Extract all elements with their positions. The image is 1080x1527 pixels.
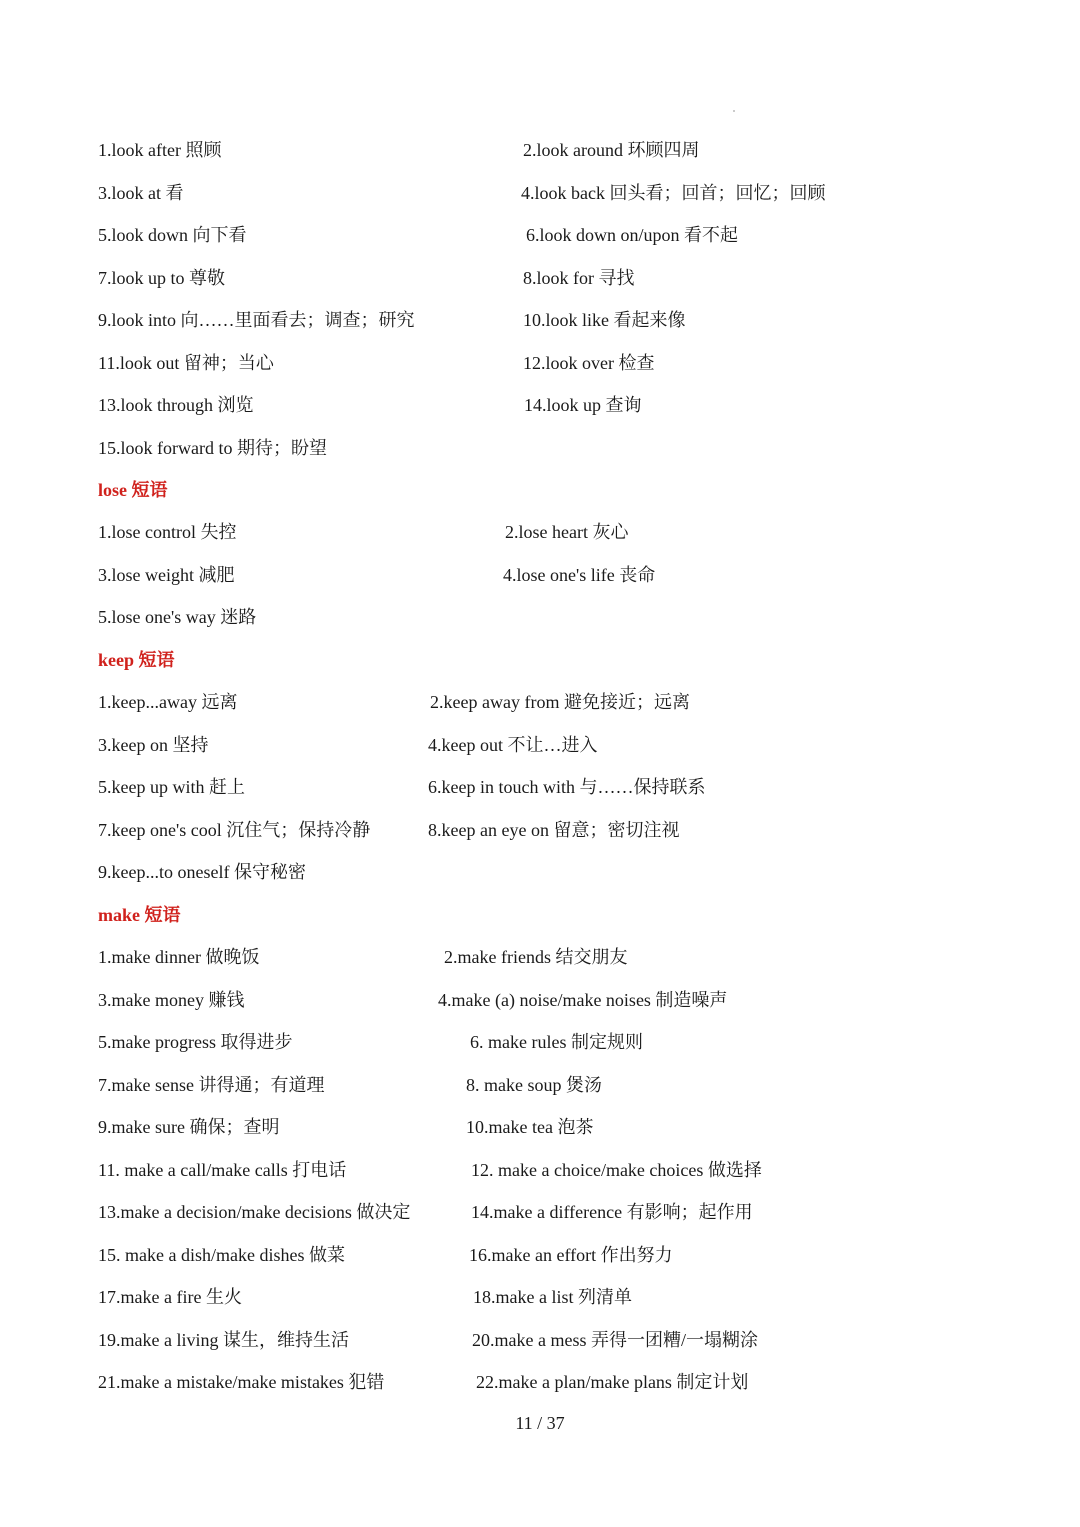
phrase-right: 4.keep out 不让…进入: [428, 734, 598, 755]
phrase-right: 8. make soup 煲汤: [466, 1074, 602, 1095]
phrase-row: [0, 220, 1080, 250]
phrase-row: [0, 390, 1080, 420]
phrase-left: 17.make a fire 生火: [98, 1287, 242, 1307]
phrase-left: 9.look into 向……里面看去；调查；研究: [98, 310, 415, 330]
phrase-row: [0, 305, 1080, 335]
phrase-right: 8.look for 寻找: [523, 267, 635, 288]
phrase-right: 16.make an effort 作出努力: [469, 1244, 673, 1265]
phrase-left: 5.keep up with 赶上: [98, 777, 245, 797]
phrase-row: [0, 730, 1080, 760]
phrase-left: 1.keep...away 远离: [98, 692, 238, 712]
phrase-right: 4.lose one's life 丧命: [503, 564, 656, 585]
phrase-left: 1.lose control 失控: [98, 522, 237, 542]
phrase-right: 6. make rules 制定规则: [470, 1032, 643, 1052]
phrase-row: [0, 602, 1080, 632]
phrase-row: [0, 178, 1080, 208]
phrase-row: [0, 433, 1080, 463]
phrase-row: [0, 857, 1080, 887]
phrase-row: [0, 815, 1080, 845]
phrase-row: [0, 263, 1080, 293]
phrase-left: 1.look after 照顾: [98, 140, 222, 160]
phrase-row: [0, 1240, 1080, 1270]
phrase-row: [0, 560, 1080, 590]
phrase-left: 11. make a call/make calls 打电话: [98, 1159, 347, 1180]
phrase-row: [0, 985, 1080, 1015]
phrase-row: [0, 1367, 1080, 1397]
phrase-right: 10.make tea 泡茶: [466, 1117, 594, 1137]
phrase-left: 19.make a living 谋生，维持生活: [98, 1329, 349, 1350]
phrase-row: [0, 687, 1080, 717]
phrase-left: 7.keep one's cool 沉住气；保持冷静: [98, 819, 371, 840]
phrase-left: 13.make a decision/make decisions 做决定: [98, 1202, 411, 1222]
phrase-right: 18.make a list 列清单: [473, 1287, 632, 1307]
phrase-left: 7.look up to 尊敬: [98, 267, 226, 288]
phrase-left: 3.keep on 坚持: [98, 734, 209, 755]
phrase-left: 21.make a mistake/make mistakes 犯错: [98, 1372, 385, 1392]
phrase-row: [0, 517, 1080, 547]
phrase-row: [0, 942, 1080, 972]
phrase-right: 22.make a plan/make plans 制定计划: [476, 1372, 749, 1392]
phrase-right: 6.keep in touch with 与……保持联系: [428, 777, 706, 797]
phrase-row: [0, 1070, 1080, 1100]
phrase-left: 5.look down 向下看: [98, 225, 247, 245]
page-number: 11 / 37: [515, 1413, 565, 1433]
phrase-left: 3.lose weight 减肥: [98, 564, 235, 585]
phrase-row: [0, 1325, 1080, 1355]
phrase-right: 2.make friends 结交朋友: [444, 947, 628, 967]
phrase-right: 20.make a mess 弄得一团糟/一塌糊涂: [472, 1329, 758, 1350]
phrase-left: 13.look through 浏览: [98, 395, 254, 415]
phrase-right: 2.lose heart 灰心: [505, 522, 629, 542]
phrase-right: 14.look up 查询: [524, 395, 642, 415]
phrase-left: 3.look at 看: [98, 182, 184, 203]
phrase-left: 15. make a dish/make dishes 做菜: [98, 1244, 345, 1265]
phrase-row: [0, 135, 1080, 165]
phrase-left: 5.make progress 取得进步: [98, 1032, 293, 1052]
phrase-row: [0, 1112, 1080, 1142]
phrase-row: [0, 772, 1080, 802]
phrase-left: 9.keep...to oneself 保守秘密: [98, 862, 306, 882]
phrase-right: 12.look over 检查: [523, 352, 655, 373]
phrase-row: [0, 1197, 1080, 1227]
scan-speck: [733, 110, 735, 112]
phrase-left: 5.lose one's way 迷路: [98, 607, 257, 627]
phrase-right: 4.look back 回头看；回首；回忆；回顾: [521, 182, 826, 203]
phrase-right: 14.make a difference 有影响；起作用: [471, 1202, 753, 1222]
phrase-left: 15.look forward to 期待；盼望: [98, 437, 327, 458]
phrase-right: 4.make (a) noise/make noises 制造噪声: [438, 989, 728, 1010]
lose-heading: lose 短语: [98, 480, 168, 500]
make-heading: make 短语: [98, 905, 181, 925]
phrase-right: 2.keep away from 避免接近；远离: [430, 692, 690, 712]
phrase-right: 2.look around 环顾四周: [523, 140, 700, 160]
phrase-row: [0, 1027, 1080, 1057]
phrase-left: 9.make sure 确保；查明: [98, 1117, 280, 1137]
phrase-right: 10.look like 看起来像: [523, 310, 686, 330]
phrase-left: 7.make sense 讲得通；有道理: [98, 1074, 325, 1095]
phrase-row: [0, 348, 1080, 378]
phrase-left: 3.make money 赚钱: [98, 989, 245, 1010]
phrase-left: 1.make dinner 做晚饭: [98, 947, 260, 967]
phrase-right: 12. make a choice/make choices 做选择: [471, 1159, 762, 1180]
phrase-right: 8.keep an eye on 留意；密切注视: [428, 819, 680, 840]
phrase-row: [0, 1282, 1080, 1312]
phrase-right: 6.look down on/upon 看不起: [526, 225, 739, 245]
keep-heading: keep 短语: [98, 650, 175, 670]
phrase-left: 11.look out 留神；当心: [98, 352, 274, 373]
phrase-row: [0, 1155, 1080, 1185]
